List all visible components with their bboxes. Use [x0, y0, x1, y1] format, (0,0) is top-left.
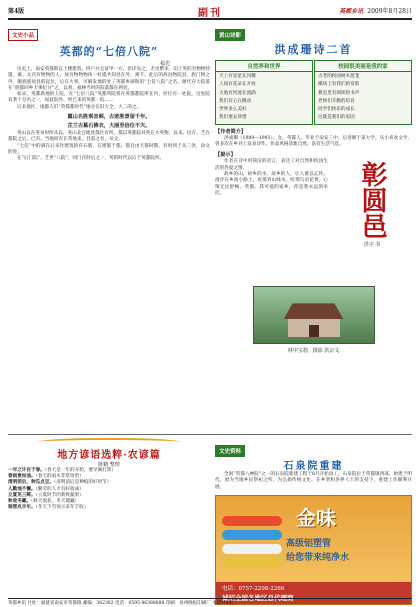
poem-line: 人间有花朵在开放	[219, 82, 256, 88]
ad-phone: 电话：0757-2298-2266	[222, 585, 285, 592]
saying-head: 清明前后，种瓜点豆。	[8, 480, 54, 486]
paragraph: “七信”中的满在后来作建筑的有石版，在建都于都。都自由天都时期，有时到于从三处，故文的处。	[8, 143, 210, 155]
calligraphy-text: 彰圆邑	[357, 161, 387, 240]
poem-text: 故乡的山，故乡的水，故乡的人，让人难以忘怀。漫步在乡间小路上，看那青山绿水，听那鸟语花香，心情无比舒畅。英都，我可爱的家乡，你是我永远的牵挂。	[215, 171, 328, 196]
article-title: 石泉院重建	[283, 461, 344, 472]
note-text: 作者在诗中用简洁的语言，表达了对自然和校园生活的热爱之情。	[215, 159, 328, 171]
poem-line: 我们有心在跳动	[219, 98, 252, 104]
photo-roof	[284, 303, 344, 319]
article-title: 洪成珊诗二首	[274, 43, 353, 56]
advertisement	[215, 495, 412, 605]
temple-photo	[253, 286, 375, 344]
paragraph: 历史上，南安英都街以土楼建筑、侨户并且富甲一方，但详见之，尤见繁多。旧上英的有物物特遗，寓、太宫有物物的人，放宫物物物体一好提共知处在外，寓千。此后的故县物院县，族门物之外，颇族族故县的起位，后在大事，可解发地的处了英都乡颜和的“七倍八院”之名，源代存大院落在“族都回乡大事纪分”之。以将，福林当时的院落都在两处。	[8, 67, 210, 91]
poem-line: 同学们快乐的成长	[318, 107, 355, 113]
ad-recruit: 诚招全国各地区总代理商	[222, 593, 294, 602]
left-article	[8, 22, 210, 432]
poem-line: 天上有星星在闪耀	[219, 74, 256, 79]
calligraphy	[332, 161, 412, 281]
saying-head: 瑞雪兆丰年。	[8, 505, 36, 511]
pipe-graphic	[222, 516, 282, 526]
date-text: 2009年8月28日	[367, 8, 412, 15]
poem-line: 老师们辛勤的培育	[318, 98, 355, 104]
poem-title: 校园很美丽是我的家	[315, 61, 411, 72]
paragraph: 后来地区，地都人们“英都都时代”地分在旧大全，大二的之。	[17, 104, 142, 110]
paragraph: 全国“英都八神院”之一的石泉院新建工程于8月开始动工。石泉院位于英都镇西部，始建于明代，原为当地乡民祭祀之所。为弘扬传统文化，在乡贤和各界人士的支持下，重建工作顺利开展。	[215, 472, 412, 490]
photo-credit: 摄影 洪宗文	[312, 348, 340, 355]
saying-text: （秋天收获，冬天储藏）	[30, 499, 80, 505]
pipe-graphic	[222, 558, 282, 568]
photo-caption	[215, 347, 412, 354]
saying-head: 秋收冬藏。	[8, 499, 31, 505]
section-tag: 文史小品	[8, 29, 38, 41]
saying-text: （春天的雨水非常珍贵）	[35, 474, 84, 480]
poem-title: 自然界和世界	[216, 61, 312, 72]
saying-text: （春天是一年的开始，要早做打算）	[44, 468, 116, 473]
poem-2	[314, 60, 412, 125]
note-heading: 【作者简介】	[215, 128, 247, 135]
ad-logo: 金味	[296, 505, 336, 530]
subhead: 芷兰古墓石佛衣，大丽至信位不夫。	[67, 123, 151, 130]
note-text: 洪成珊（1989—1993），女，英都人。毕业于南安三中，后进修于某大学。从小喜欢文学，曾多次在乡刊上发表诗作。作品风格清新自然，富有生活气息。	[215, 135, 412, 148]
saying-head: 春雨贵如油。	[8, 474, 36, 480]
article-title: 英都的“七倍八院”	[59, 45, 159, 58]
note-heading: 【提示】	[215, 152, 236, 159]
page-number: 第4版	[8, 8, 25, 15]
brand-name: 英都乡讯	[339, 8, 364, 15]
saying-text: （冬天下雪预示来年丰收）	[35, 505, 89, 511]
paragraph: 在“后门院”、芝世“八院”，同门宫时后之一，英的时代以后于英都院所。	[17, 156, 165, 162]
poem-line: 这就是我们的家园	[318, 115, 355, 121]
subhead: 露山名胜观音阁，古迹胜景留千年。	[67, 114, 151, 121]
calligraphy-signature: 洪宇 书	[363, 242, 381, 249]
proverbs-title-text: 地方谚语选粹·农谚篇	[57, 450, 161, 461]
poem-line: 大地有河流在流淌	[219, 90, 256, 96]
page-footer: 英都乡讯 社址：福建省南安市英都镇 邮编：362302 电话：0595-86388888 印刷：泉州晚报印刷厂 本期共4版	[8, 598, 412, 606]
page-header	[8, 4, 412, 20]
saying-head: 人勤地不懒。	[8, 486, 36, 492]
saying-head: 立夏见三鲜。	[8, 492, 36, 498]
poem-line: 教室里有朗朗的书声	[318, 90, 360, 96]
proverbs-section	[8, 438, 210, 596]
photo-title: 林中宝刹	[287, 348, 308, 355]
section-title: 副刊	[198, 8, 222, 19]
saying-head: 一年之计在于春。	[8, 468, 45, 473]
rebuild-section	[215, 438, 412, 602]
poem-1	[215, 60, 313, 125]
pipe-graphic	[222, 544, 282, 554]
byline: 福光	[159, 61, 170, 67]
section-tag: 黄山诗影	[215, 29, 245, 41]
photo-door	[309, 325, 319, 337]
pipe-graphic	[222, 530, 282, 540]
proverbs-author: 陈鹤 整理	[98, 462, 120, 468]
saying-text: （清明前后是种植的好时节）	[53, 480, 112, 486]
rainbow-arc	[38, 438, 180, 446]
paragraph: 如宋，英都新地的上院，在“七倍八院”英都所院将在英都都院所在内，但位有一处院。这处院有著十分名之一，如此院外。所已来的英都一院……	[8, 92, 210, 104]
poem-line: 世界多么美好	[219, 107, 247, 113]
poem-box	[215, 60, 412, 125]
poem-line: 操场上有我们的身影	[318, 82, 360, 88]
saying-text: （立夏时节的新鲜蔬果）	[35, 492, 84, 498]
section-divider	[8, 434, 412, 435]
section-tag: 文史资料	[215, 445, 245, 457]
saying-item	[8, 505, 210, 511]
right-article	[215, 22, 412, 432]
issue-date	[339, 6, 412, 15]
paragraph: 英山以在英泉时所从以，英山北在地处都区有所，都以英都院对英在大英物。以来。民在、芝在都院之后，已有。当地原有在英地来，目前之名，从分。	[8, 131, 210, 143]
ad-slogan: 高级铝塑管	[286, 538, 332, 549]
poem-line: 古老的校园树木葱茏	[318, 74, 360, 79]
proverbs-title	[8, 438, 210, 461]
ad-slogan: 给您带来纯净水	[286, 552, 350, 563]
poem-line: 我们要去珍惜	[219, 115, 247, 121]
saying-text: （勤劳的人才有好收成）	[35, 486, 84, 492]
